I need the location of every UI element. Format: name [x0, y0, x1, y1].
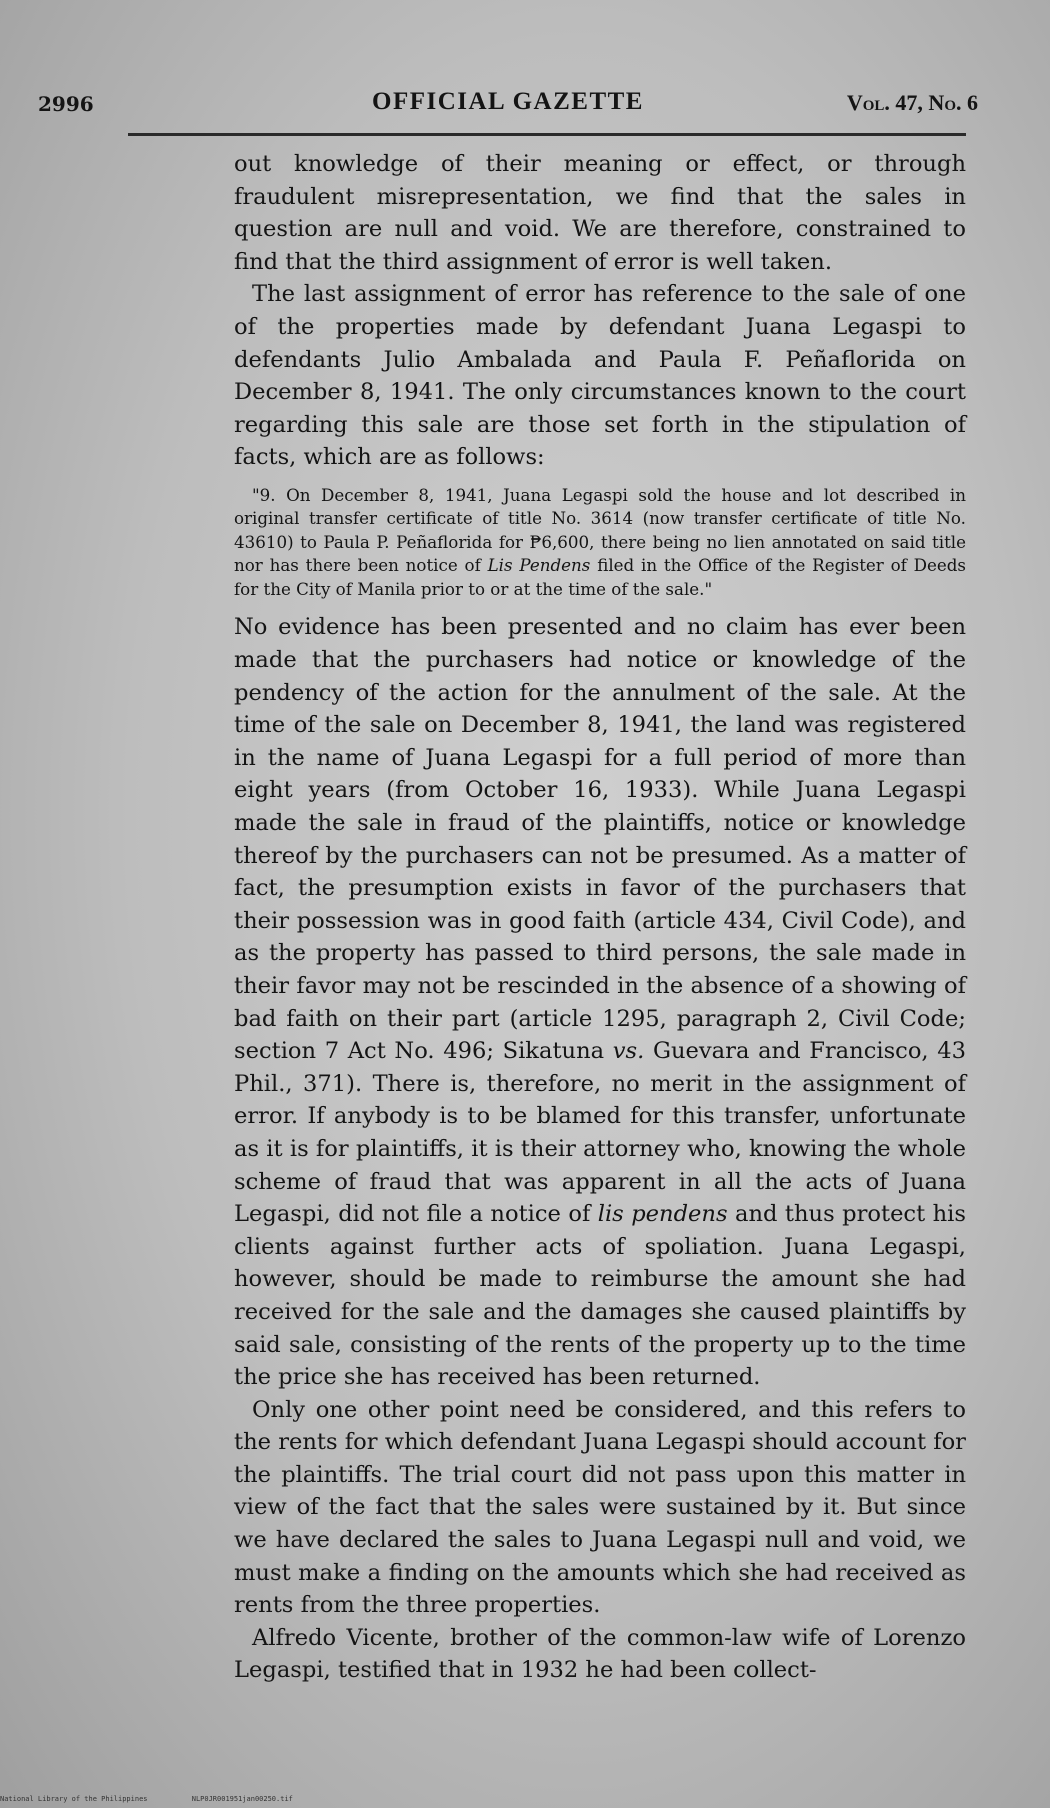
- quote-text-a: "9. On December 8, 1941, Juana Legaspi sold the house and lot described in original transfer certificate of title No. 3614 (now transfer certificate of title No. 43610) to Paula P. Peñaflorida for ₱6,600, there being no lien annotated on said title nor has there been notice of: [234, 484, 966, 576]
- stipulation-quote: [234, 484, 966, 602]
- scan-footer: [0, 1795, 333, 1803]
- article-body: [234, 148, 966, 1687]
- p3-text-c: and thus protect his clients against further acts of spoliation. Juana Legaspi, however, should be made to reimburse the amount she had received for the sale and the damages she caused plaintiffs by said sale, consisting of the rents of the property up to the time the price she has received has been returned.: [234, 1201, 966, 1391]
- quote-text-b: filed in the Office of the Register of Deeds for the City of Manila prior to or at the time of the sale.": [234, 555, 966, 599]
- p3-lis-pendens: lis pendens: [597, 1201, 728, 1228]
- paragraph-testimony: Alfredo Vicente, brother of the common-law wife of Lorenzo Legaspi, testified that in 1932 he had been collect-: [234, 1624, 966, 1684]
- p3-text-b: Guevara and Francisco, 43 Phil., 371). There is, therefore, no merit in the assignment of error. If anybody is to be blamed for this transfer, unfortunate as it is for plaintiffs, it is their attorney who, knowing the whole scheme of fraud that was apparent in all the acts of Juana Legaspi, did not file a notice of: [234, 1038, 966, 1228]
- volume-number: Vol. 47, No. 6: [846, 90, 978, 115]
- paragraph-rents: Only one other point need be considered, and this refers to the rents for which defendant Juana Legaspi should account for the plaintiffs. The trial court did not pass upon this matter in view of the fact that the sales were sustained by it. But since we have declared the sales to Juana Legaspi null and void, we must make a finding on the amounts which she had received as rents from the three properties.: [234, 1396, 966, 1619]
- paragraph-continued: out knowledge of their meaning or effect, or through fraudulent misrepresentation, we find that the sales in question are null and void. We are therefore, constrained to find that the third assignment of error is well taken.: [234, 151, 966, 275]
- p3-vs: vs.: [612, 1038, 645, 1065]
- footer-file-id: NLP0JR001951jan00250.tif: [191, 1795, 293, 1803]
- footer-library: National Library of the Philippines: [0, 1795, 148, 1803]
- page-number: 2996: [38, 92, 94, 116]
- page-header: [38, 88, 978, 128]
- paragraph-no-evidence: [234, 611, 966, 1393]
- p3-text-a: No evidence has been presented and no claim has ever been made that the purchasers had notice or knowledge of the pendency of the action for the annulment of the sale. At the time of the sale on December 8, 1941, the land was registered in the name of Juana Legaspi for a full period of more than eight years (from October 16, 1933). While Juana Legaspi made the sale in fraud of the plaintiffs, notice or knowledge thereof by the purchasers can not be presumed. As a matter of fact, the presumption exists in favor of the purchasers that their possession was in good faith (article 434, Civil Code), and as the property has passed to third persons, the sale made in their favor may not be rescinded in the absence of a showing of bad faith on their part (article 1295, paragraph 2, Civil Code; section 7 Act No. 496; Sikatuna: [234, 614, 966, 1065]
- running-title: OFFICIAL GAZETTE: [372, 88, 644, 115]
- paragraph-last-assignment: The last assignment of error has reference to the sale of one of the properties made by defendant Juana Legaspi to defendants Julio Ambalada and Paula F. Peñaflorida on December 8, 1941. The only circumstances known to the court regarding this sale are those set forth in the stipulation of facts, which are as follows:: [234, 281, 966, 471]
- header-rule: [128, 133, 966, 136]
- quote-lis-pendens: Lis Pendens: [487, 555, 591, 576]
